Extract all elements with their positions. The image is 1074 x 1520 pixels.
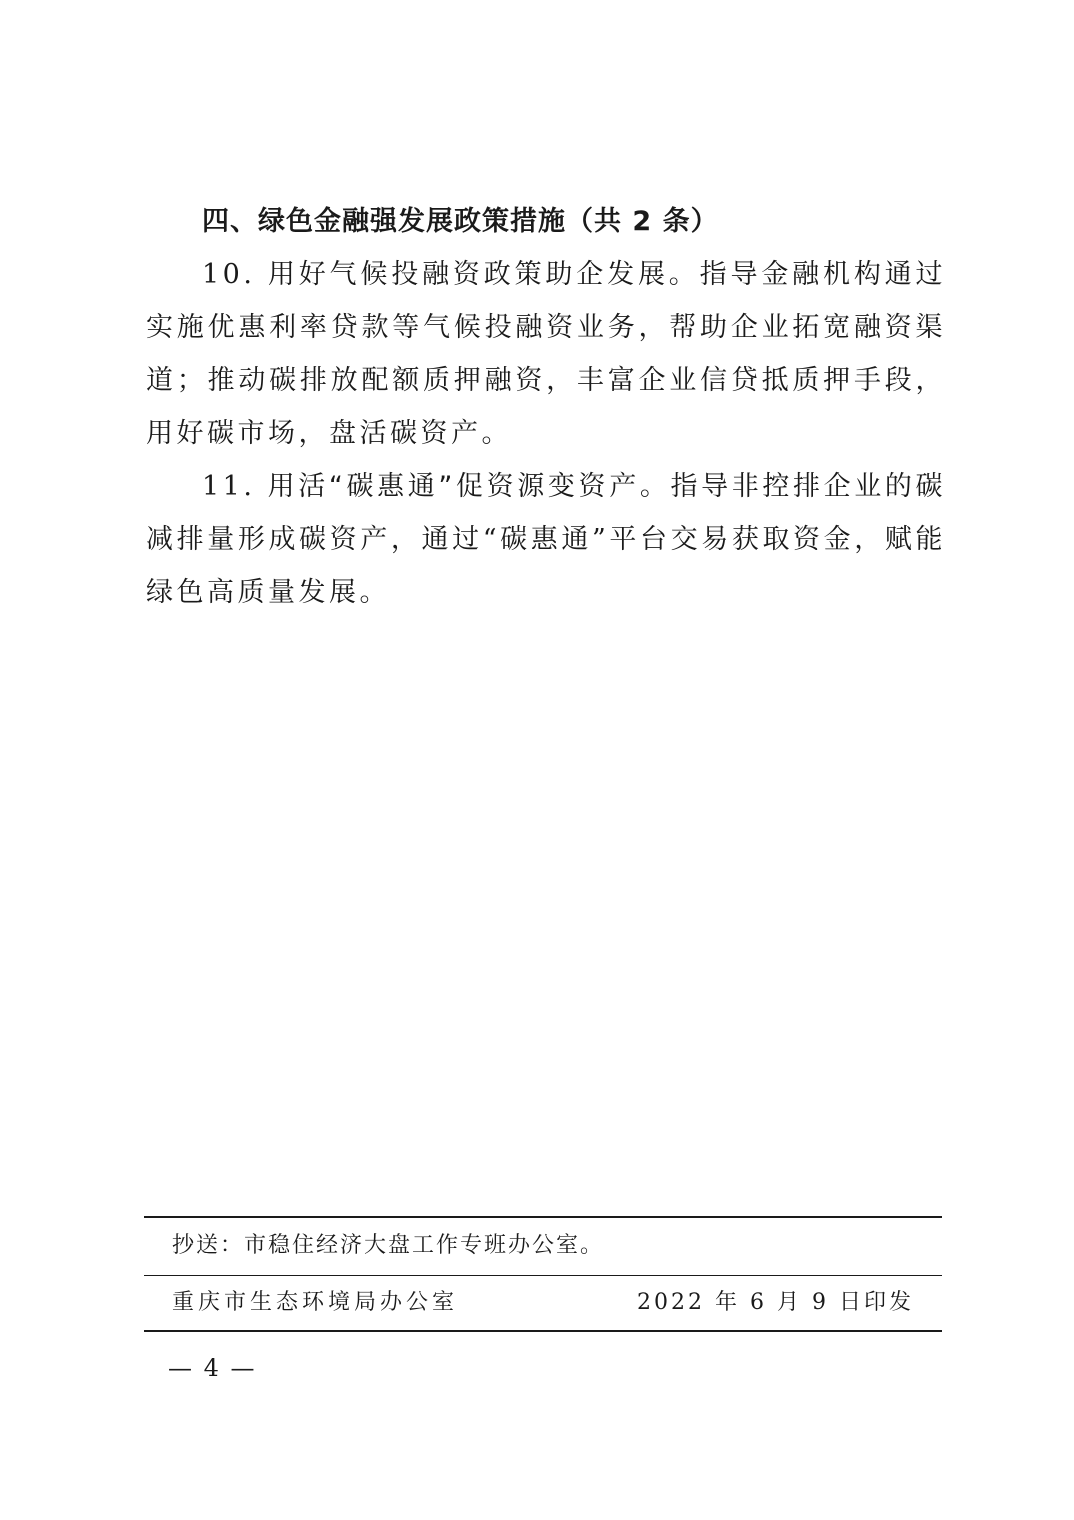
footer-bottom-rule <box>144 1330 942 1332</box>
page-number: — 4 — <box>168 1354 257 1382</box>
footer-middle-rule <box>144 1275 942 1276</box>
document-body <box>146 196 946 619</box>
policy-item-10 <box>146 248 946 460</box>
footer-top-rule <box>144 1216 942 1218</box>
issue-date: 2022 年 6 月 9 日印发 <box>637 1290 914 1315</box>
item-title: 用好气候投融资政策助企发展。 <box>267 259 700 290</box>
item-body: 指导金融机构通过实施优惠利率贷款等气候投融资业务，帮助企业拓宽融资渠道；推动碳排放配额质押融资，丰富企业信贷抵质押手段，用好碳市场，盘活碳资产。 <box>146 259 947 449</box>
policy-item-11 <box>146 460 946 619</box>
item-body: 指导非控排企业的碳减排量形成碳资产，通过“碳惠通”平台交易获取资金，赋能绿色高质量发展。 <box>146 471 946 608</box>
item-number: 10. <box>202 259 268 290</box>
item-number: 11. <box>202 471 268 502</box>
item-title: 用活“碳惠通”促资源变资产。 <box>267 471 671 502</box>
section-heading: 四、绿色金融强发展政策措施（共 2 条） <box>202 206 719 237</box>
cc-line: 抄送：市稳住经济大盘工作专班办公室。 <box>172 1233 605 1258</box>
issuing-office: 重庆市生态环境局办公室 <box>172 1290 459 1315</box>
